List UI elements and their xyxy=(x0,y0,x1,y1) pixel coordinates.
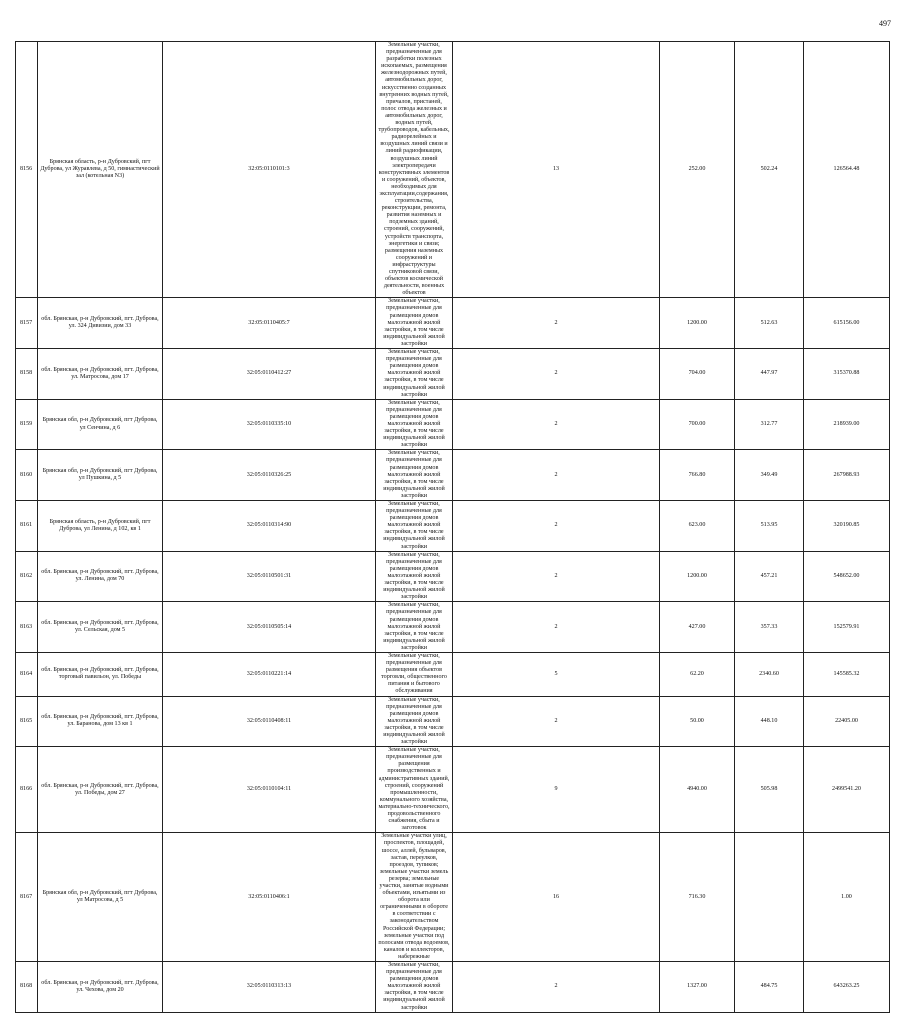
address-cell: Брянская обл, р-н Дубровский, пгт Дуброва, ул Сенчина, д 6 xyxy=(38,399,163,450)
cadastral-number-cell: 32:05:0110313:13 xyxy=(163,962,376,1013)
cadastral-value-cell: 145585.32 xyxy=(804,652,890,696)
area-cell: 50.00 xyxy=(660,696,735,747)
area-cell: 427.00 xyxy=(660,602,735,653)
table-row xyxy=(16,349,890,400)
row-id: 8156 xyxy=(16,42,38,298)
area-cell: 700.00 xyxy=(660,399,735,450)
table-row xyxy=(16,501,890,552)
row-id: 8162 xyxy=(16,551,38,602)
cadastral-value-cell: 1.00 xyxy=(804,833,890,962)
address-cell: обл. Брянская, р-н Дубровский, пгт. Дуброва, ул. Сельская, дом 5 xyxy=(38,602,163,653)
table-row xyxy=(16,551,890,602)
row-id: 8160 xyxy=(16,450,38,501)
specific-value-cell: 484.75 xyxy=(735,962,804,1013)
category-code-cell: 2 xyxy=(453,696,660,747)
address-cell: обл. Брянская, р-н Дубровский, пгт. Дуброва, ул. Ленина, дом 70 xyxy=(38,551,163,602)
specific-value-cell: 447.97 xyxy=(735,349,804,400)
row-id: 8164 xyxy=(16,652,38,696)
table-row xyxy=(16,450,890,501)
area-cell: 1200.00 xyxy=(660,298,735,349)
address-cell: Брянская обл, р-н Дубровский, пгт Дуброва, ул Матросова, д 5 xyxy=(38,833,163,962)
land-use-cell: Земельные участки, предназначенные для размещения домов малоэтажной жилой застройки, в том числе индивидуальной жилой застройки xyxy=(376,349,453,400)
land-use-cell: Земельные участки, предназначенные для размещения домов малоэтажной жилой застройки, в том числе индивидуальной жилой застройки xyxy=(376,962,453,1013)
cadastral-value-cell: 320190.85 xyxy=(804,501,890,552)
land-use-cell: Земельные участки, предназначенные для разработки полезных ископаемых, размещения железнодорожных путей, автомобильных дорог, искусственно созданных внутренних водных путей, причалов, пристаней, полос отвода железных и автомобильных дорог, водных путей, трубопроводов, кабельных, радиорелейных и воздушных линий связи и линий радиофикации, воздушных линий электропередачи конструктивных элементов и сооружений, объектов, необходимых для эксплуатации,содержания, строительства, реконструкции, ремонта, развития наземных и подземных зданий, строений, сооружений, устройств транспорта, энергетики и связи; размещения наземных сооружений и инфраструктуры спутниковой связи, объектов космической деятельности, военных объектов xyxy=(376,42,453,298)
cadastral-number-cell: 32:05:0110408:11 xyxy=(163,696,376,747)
cadastral-number-cell: 32:05:0110314:90 xyxy=(163,501,376,552)
address-cell: Брянская область, р-н Дубровский, пгт Дуброва, ул Журавлева, д 50, гимнастический зал (котельная N3) xyxy=(38,42,163,298)
cadastral-number-cell: 32:05:0110326:25 xyxy=(163,450,376,501)
cadastral-value-cell: 643263.25 xyxy=(804,962,890,1013)
row-id: 8168 xyxy=(16,962,38,1013)
table-row xyxy=(16,42,890,298)
address-cell: обл. Брянская, р-н Дубровский, пгт. Дуброва, ул. Баранова, дом 13 кв 1 xyxy=(38,696,163,747)
land-use-cell: Земельные участки, предназначенные для размещения домов малоэтажной жилой застройки, в том числе индивидуальной жилой застройки xyxy=(376,551,453,602)
row-id: 8163 xyxy=(16,602,38,653)
land-use-cell: Земельные участки, предназначенные для размещения домов малоэтажной жилой застройки, в том числе индивидуальной жилой застройки xyxy=(376,501,453,552)
land-use-cell: Земельные участки, предназначенные для размещения домов малоэтажной жилой застройки, в том числе индивидуальной жилой застройки xyxy=(376,450,453,501)
category-code-cell: 9 xyxy=(453,747,660,833)
category-code-cell: 2 xyxy=(453,551,660,602)
area-cell: 62.20 xyxy=(660,652,735,696)
specific-value-cell: 448.10 xyxy=(735,696,804,747)
table-row xyxy=(16,962,890,1013)
area-cell: 623.00 xyxy=(660,501,735,552)
cadastral-number-cell: 32:05:0110101:3 xyxy=(163,42,376,298)
table-row xyxy=(16,696,890,747)
cadastral-value-cell: 126564.48 xyxy=(804,42,890,298)
table-row xyxy=(16,298,890,349)
category-code-cell: 2 xyxy=(453,501,660,552)
area-cell: 716.30 xyxy=(660,833,735,962)
category-code-cell: 2 xyxy=(453,399,660,450)
row-id: 8157 xyxy=(16,298,38,349)
cadastral-number-cell: 32:05:0110406:1 xyxy=(163,833,376,962)
cadastral-value-cell: 152579.91 xyxy=(804,602,890,653)
category-code-cell: 2 xyxy=(453,349,660,400)
row-id: 8167 xyxy=(16,833,38,962)
address-cell: обл. Брянская, р-н Дубровский, пгт. Дуброва, ул. Матросова, дом 17 xyxy=(38,349,163,400)
address-cell: обл. Брянская, р-н Дубровский, пгт. Дуброва, ул. 324 Дивизии, дом 33 xyxy=(38,298,163,349)
land-use-cell: Земельные участки, предназначенные для размещения домов малоэтажной жилой застройки, в том числе индивидуальной жилой застройки xyxy=(376,602,453,653)
row-id: 8158 xyxy=(16,349,38,400)
specific-value-cell: 349.49 xyxy=(735,450,804,501)
row-id: 8161 xyxy=(16,501,38,552)
table-row xyxy=(16,747,890,833)
category-code-cell: 5 xyxy=(453,652,660,696)
cadastral-value-table xyxy=(15,41,890,1013)
land-use-cell: Земельные участки, предназначенные для размещения объектов торговли, общественного питания и бытового обслуживания xyxy=(376,652,453,696)
address-cell: обл. Брянская, р-н Дубровский, пгт. Дуброва, торговый павильон, ул. Победы xyxy=(38,652,163,696)
address-cell: Брянская область, р-н Дубровский, пгт Дуброва, ул Ленина, д 102, кв 1 xyxy=(38,501,163,552)
specific-value-cell: 2340.60 xyxy=(735,652,804,696)
cadastral-value-cell: 218939.00 xyxy=(804,399,890,450)
page-number: 497 xyxy=(879,19,891,28)
specific-value-cell: 505.98 xyxy=(735,747,804,833)
specific-value-cell xyxy=(735,833,804,962)
cadastral-number-cell: 32:05:0110405:7 xyxy=(163,298,376,349)
row-id: 8165 xyxy=(16,696,38,747)
category-code-cell: 13 xyxy=(453,42,660,298)
area-cell: 4940.00 xyxy=(660,747,735,833)
area-cell: 766.80 xyxy=(660,450,735,501)
land-use-cell: Земельные участки, предназначенные для размещения домов малоэтажной жилой застройки, в том числе индивидуальной жилой застройки xyxy=(376,399,453,450)
category-code-cell: 2 xyxy=(453,450,660,501)
cadastral-number-cell: 32:05:0110505:14 xyxy=(163,602,376,653)
land-use-cell: Земельные участки улиц, проспектов, площадей, шоссе, аллей, бульваров, застав, переулков, проездов, тупиков; земельные участки земель резерва; земельные участки, занятые водными объектами, изъятыми из оборота или ограниченными в обороте в соответствии с законодательством Российской Федерации; земельные участки под полосами отвода водоемов, каналов и коллекторов, набережные xyxy=(376,833,453,962)
cadastral-value-cell: 615156.00 xyxy=(804,298,890,349)
cadastral-value-cell: 315370.88 xyxy=(804,349,890,400)
land-use-cell: Земельные участки, предназначенные для размещения домов малоэтажной жилой застройки, в том числе индивидуальной жилой застройки xyxy=(376,298,453,349)
cadastral-number-cell: 32:05:0110412:27 xyxy=(163,349,376,400)
area-cell: 704.00 xyxy=(660,349,735,400)
category-code-cell: 16 xyxy=(453,833,660,962)
cadastral-value-cell: 548652.00 xyxy=(804,551,890,602)
specific-value-cell: 357.33 xyxy=(735,602,804,653)
land-use-cell: Земельные участки, предназначенные для размещения домов малоэтажной жилой застройки, в том числе индивидуальной жилой застройки xyxy=(376,696,453,747)
specific-value-cell: 502.24 xyxy=(735,42,804,298)
row-id: 8166 xyxy=(16,747,38,833)
area-cell: 1327.00 xyxy=(660,962,735,1013)
category-code-cell: 2 xyxy=(453,602,660,653)
category-code-cell: 2 xyxy=(453,298,660,349)
cadastral-number-cell: 32:05:0110501:31 xyxy=(163,551,376,602)
cadastral-number-cell: 32:05:0110221:14 xyxy=(163,652,376,696)
specific-value-cell: 513.95 xyxy=(735,501,804,552)
area-cell: 252.00 xyxy=(660,42,735,298)
row-id: 8159 xyxy=(16,399,38,450)
table-row xyxy=(16,602,890,653)
table-row xyxy=(16,652,890,696)
address-cell: обл. Брянская, р-н Дубровский, пгт. Дуброва, ул. Победы, дом 27 xyxy=(38,747,163,833)
cadastral-value-cell: 2499541.20 xyxy=(804,747,890,833)
specific-value-cell: 457.21 xyxy=(735,551,804,602)
specific-value-cell: 312.77 xyxy=(735,399,804,450)
cadastral-number-cell: 32:05:0110335:10 xyxy=(163,399,376,450)
category-code-cell: 2 xyxy=(453,962,660,1013)
area-cell: 1200.00 xyxy=(660,551,735,602)
land-use-cell: Земельные участки, предназначенные для размещения производственных и административных зданий, строений, сооружений промышленности, коммунального хозяйства, материально-технического, продовольственного снабжения, сбыта и заготовок xyxy=(376,747,453,833)
cadastral-value-cell: 267988.93 xyxy=(804,450,890,501)
cadastral-value-cell: 22405.00 xyxy=(804,696,890,747)
cadastral-number-cell: 32:05:0110104:11 xyxy=(163,747,376,833)
table-row xyxy=(16,399,890,450)
specific-value-cell: 512.63 xyxy=(735,298,804,349)
table-row xyxy=(16,833,890,962)
address-cell: обл. Брянская, р-н Дубровский, пгт. Дуброва, ул. Чехова, дом 20 xyxy=(38,962,163,1013)
address-cell: Брянская обл, р-н Дубровский, пгт Дуброва, ул Пушкина, д 5 xyxy=(38,450,163,501)
